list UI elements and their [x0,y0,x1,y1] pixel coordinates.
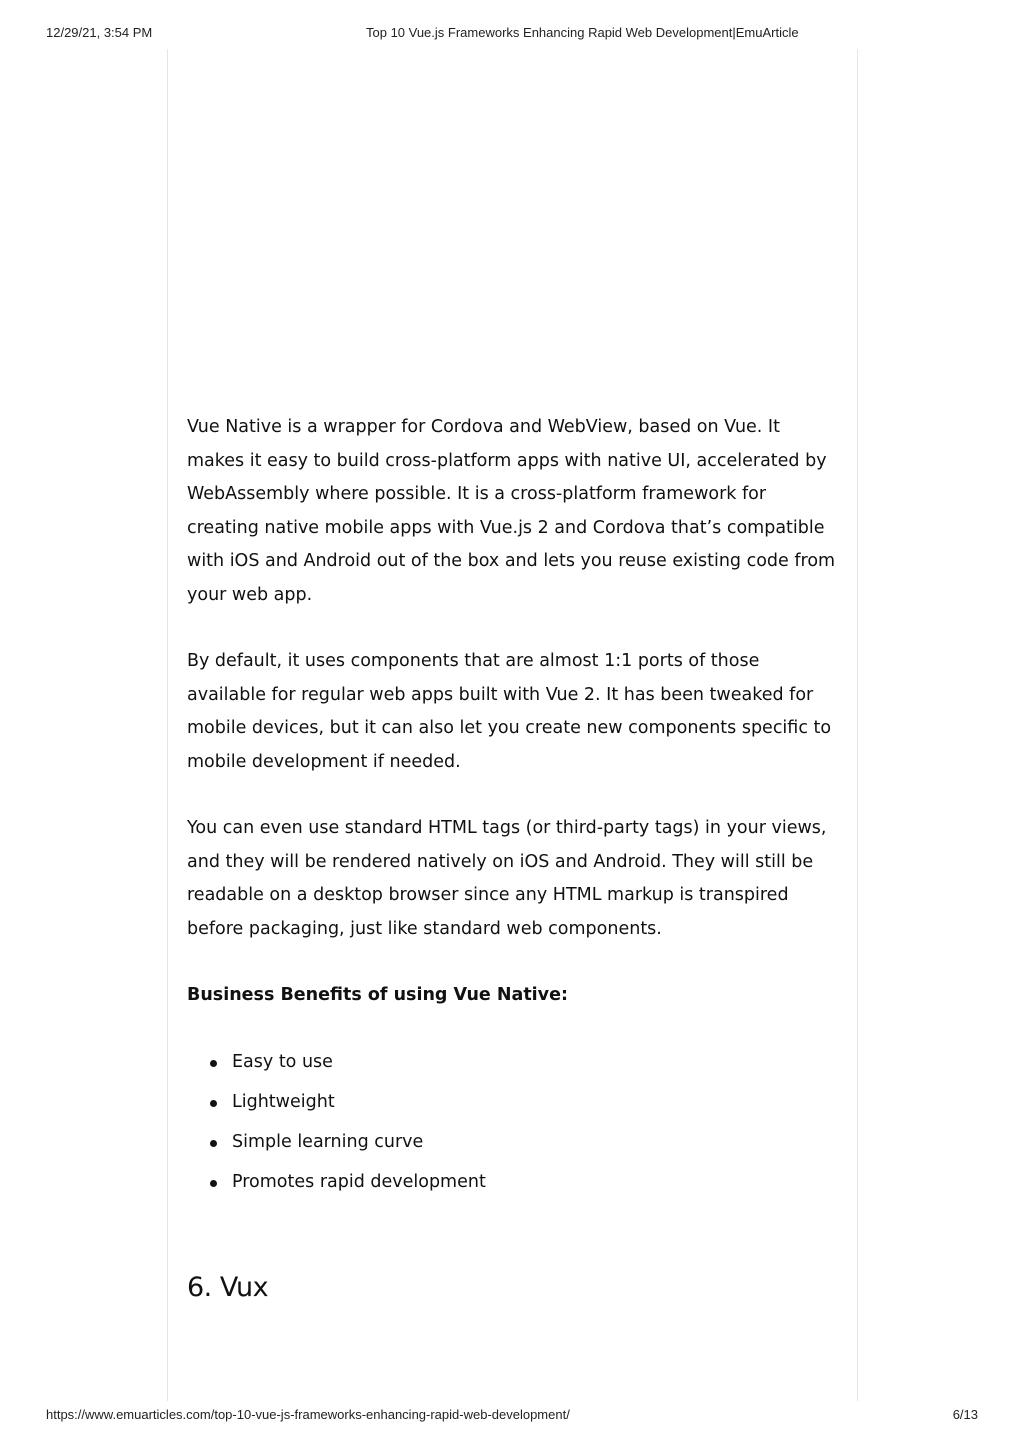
print-page-url: https://www.emuarticles.com/top-10-vue-js-frameworks-enhancing-rapid-web-development/ [46,1407,570,1422]
article-body [187,411,842,1206]
list-item-text: Lightweight [232,1091,335,1112]
list-item-text: Promotes rapid development [232,1171,486,1192]
print-page-number: 6/13 [952,1407,978,1422]
list-item [232,1126,842,1160]
bullet-icon [210,1180,217,1187]
list-item-text: Easy to use [232,1051,333,1072]
section-heading-vux: 6. Vux [187,1272,269,1303]
list-item [232,1046,842,1080]
benefits-heading: Business Benefits of using Vue Native: [187,985,568,1005]
paragraph-html-tags: You can even use standard HTML tags (or third-party tags) in your views, and they will be rendered natively on iOS and Android. They will still be readable on a desktop browser since any HTML markup is transpired before packaging, just like standard web components. [187,818,827,939]
print-datetime: 12/29/21, 3:54 PM [46,25,153,40]
benefits-list [187,1046,842,1200]
print-document-title: Top 10 Vue.js Frameworks Enhancing Rapid Web Development|EmuArticle [366,25,799,40]
bullet-icon [210,1060,217,1067]
article-column [167,49,858,1401]
print-footer [0,1407,1024,1425]
blank-ad-space [168,49,857,399]
list-item-text: Simple learning curve [232,1131,424,1152]
paragraph-vue-native-intro: Vue Native is a wrapper for Cordova and WebView, based on Vue. It makes it easy to build cross-platform apps with native UI, accelerated by WebAssembly where possible. It is a cross-platform framework for creating native mobile apps with Vue.js 2 and Cordova that’s compatible with iOS and Android out of the box and lets you reuse existing code from your web app. [187,417,836,605]
bullet-icon [210,1140,217,1147]
list-item [232,1086,842,1120]
print-header [0,25,1024,43]
list-item [232,1166,842,1200]
paragraph-default-components: By default, it uses components that are almost 1:1 ports of those available for regular web apps built with Vue 2. It has been tweaked for mobile devices, but it can also let you create new components specific to mobile development if needed. [187,651,832,772]
bullet-icon [210,1100,217,1107]
